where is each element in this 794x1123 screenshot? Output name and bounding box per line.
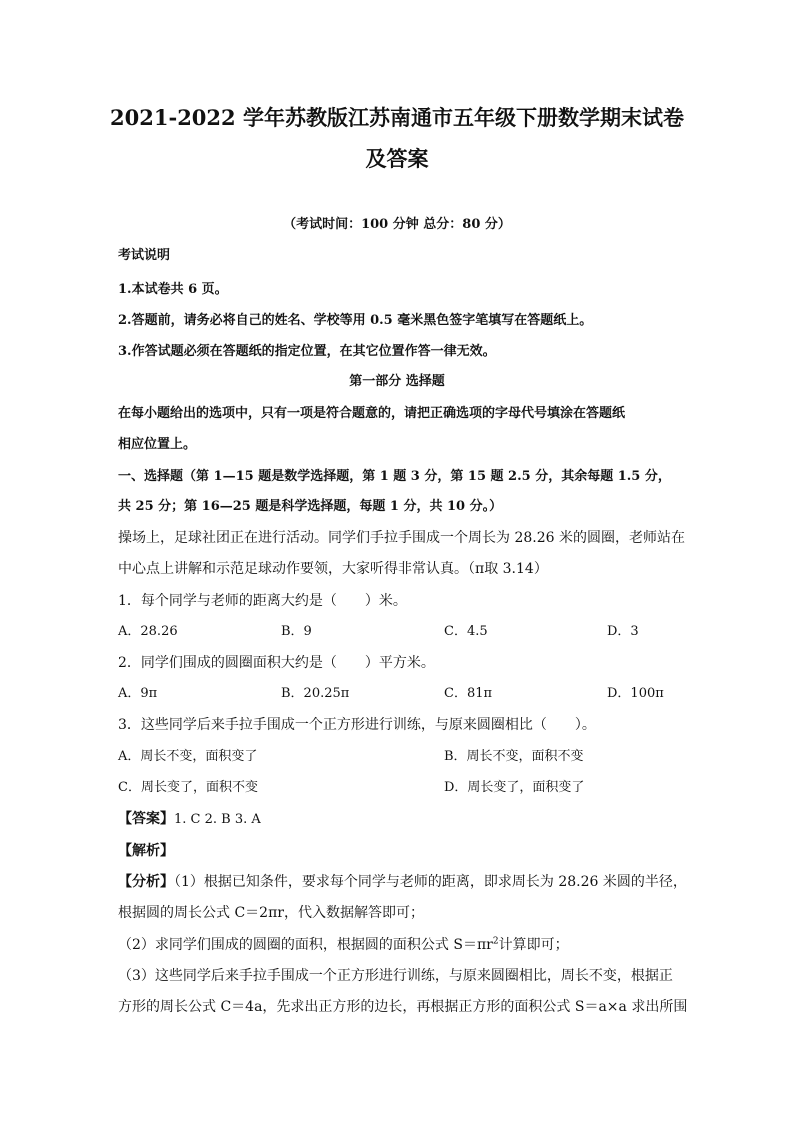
answer-line [118,809,261,830]
part-title: 第一部分 选择题 [349,374,445,389]
answer-text: 1. C 2. B 3. A [174,812,261,827]
section-header-line1: 一、选择题（第 1—15 题是数学选择题，第 1 题 3 分，第 15 题 2.5 分，其余每题 1.5 分， [118,469,671,484]
q1-option-b: B．9 [281,624,312,639]
section-header-line2: 共 25 分；第 16—25 题是科学选择题，每题 1 分，共 10 分。） [118,499,503,514]
question-3-stem: 3．这些同学后来手拉手围成一个正方形进行训练，与原来圆圈相比（ ）。 [118,717,596,733]
superscript-2: 2 [492,936,499,947]
answer-label: 【答案】 [118,811,174,827]
analysis-line-2: 根据圆的周长公式 C＝2πr，代入数据解答即可； [118,905,424,921]
scenario-line1: 操场上，足球社团正在进行活动。同学们手拉手围成一个周长为 28.26 米的圆圈，老师站在 [118,530,685,546]
analysis-label: 【解析】 [118,843,174,859]
analysis-text-3b: 计算即可； [498,937,569,953]
analysis-text-3: （2）求同学们围成的圆圈的面积，根据圆的面积公式 S＝πr [118,937,493,953]
analysis-line-4: （3）这些同学后来手拉手围成一个正方形进行训练，与原来圆圈相比，周长不变，根据正 [118,968,673,984]
analysis-line-1 [118,872,687,892]
instruction-item-1: 1.本试卷共 6 页。 [118,282,228,297]
q2-option-b: B．20.25π [281,686,350,701]
analysis-line-3 [118,935,569,955]
analysis-line-5: 方形的周长公式 C＝4a，先求出正方形的边长，再根据正方形的面积公式 S＝a×a 求出所围 [118,999,688,1015]
page-title-line2: 及答案 [365,146,429,171]
q3-option-b: B．周长不变，面积不变 [444,749,584,764]
instructions-heading: 考试说明 [118,248,171,263]
q3-option-a: A．周长不变，面积变了 [118,749,258,764]
q2-option-c: C．81π [444,686,493,701]
q3-option-c: C．周长变了，面积不变 [118,780,258,795]
q2-option-d: D．100π [607,686,664,701]
exam-info: （考试时间：100 分钟 总分：80 分） [283,217,511,232]
part-intro-line1: 在每小题给出的选项中，只有一项是符合题意的，请把正确选项的字母代号填涂在答题纸 [118,406,626,421]
page-title-line1: 2021-2022 学年苏教版江苏南通市五年级下册数学期末试卷 [110,105,684,130]
question-2-stem: 2．同学们围成的圆圈面积大约是（ ）平方米。 [118,655,435,671]
part-intro-line2: 相应位置上。 [118,437,197,452]
question-1-stem: 1．每个同学与老师的距离大约是（ ）米。 [118,593,407,609]
q1-option-a: A．28.26 [118,624,178,639]
instruction-item-3: 3.作答试题必须在答题纸的指定位置，在其它位置作答一律无效。 [118,344,496,359]
analysis-text-1: （1）根据已知条件，要求每个同学与老师的距离，即求周长为 28.26 米圆的半径， [174,874,687,890]
q2-option-a: A．9π [118,686,158,701]
q1-option-d: D．3 [607,624,639,639]
fenxi-label: 【分析】 [118,874,174,890]
q3-option-d: D．周长变了，面积变了 [444,780,585,795]
q1-option-c: C．4.5 [444,624,488,639]
scenario-line2: 中心点上讲解和示范足球动作要领，大家听得非常认真。（π取 3.14） [118,561,548,577]
instruction-item-2: 2.答题前，请务必将自己的姓名、学校等用 0.5 毫米黑色签字笔填写在答题纸上。 [118,313,593,328]
